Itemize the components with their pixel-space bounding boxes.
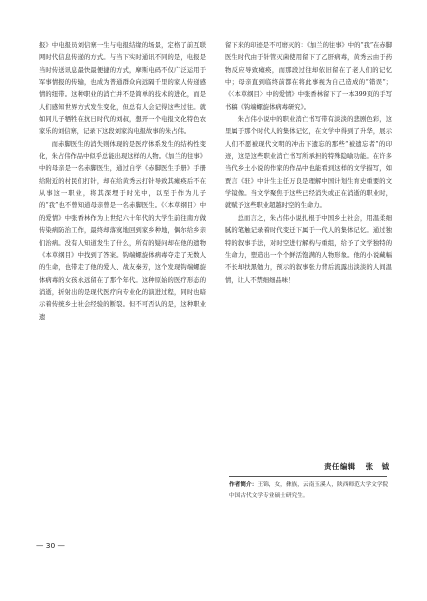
body-paragraph: 报》中电报员刘信寨一生与电报结缘的场景，定格了前互联网时代信息传递的方式。与当下实时通讯不同的是，电报是当时传送讯息最快最便捷的方式，摩斯电码不仅广泛运用于军事情报的传输，也成为普通群众向远隔千里的家人传递感情的纽带。这种职业的消亡并不是简单的技术的进化，而是人们感知世界方式发生变化，但总有人会记得这些过往。就如同儿子牺牲在抗日时代的刘叔，想开一个电报文化特色农家乐的刘信寨，记录下这段刘家沟电报故事的朱占伟。 [39,42,206,136]
responsible-editor [225,461,392,472]
editor-name: 张 钺 [365,462,392,471]
author-note-divider [229,476,387,477]
body-paragraph: 而赤脚医生的消失则体现的是医疗体系发生的结构性变化，朱占伟作品中似乎总能出现这样的人物。《加兰的往事》中的母亲是一名赤脚医生，通过自学《赤脚医生手册》手册给附近的村民们打针，却在给黄秀云打针导致其瘫痪后不在从事这一职业，将其深埋于时光中，以至于作为儿子的“我”也不曾知道母亲曾是一名赤脚医生。《〈本草纲目〉中的爱情》中张香林作为上世纪六十年代的大学生前往南方做传染病防治工作，最终却落寞地回到家乡种地，偶尔给乡亲们治病。没有人知道发生了什么，所有的疑问却在他的遗物《本草纲目》中找到了答案。钩端螺旋体病毒夺走了无数人的生命，也带走了他的爱人、战友秦芳，这个发现钩端螺旋体病毒的女孩永远留在了那个年代。这种原始的医疗形态的消逝，折射出的是现代医疗向专业化的演进过程，同时也暗示着传统乡土社会经验的断裂。但不可否认的是，这种职业遗 [39,140,206,321]
body-paragraph: 留下来的印迹是不可磨灭的：《加兰的往事》中的“我”在赤脚医生时代由于针管灭菌使用留下了乙肝病毒，黄秀云由于药物反应导致瘫痪，而那段过往却依旧留在了老人们的记忆中；母亲直到临终前都在将此事视为自己造成的“错误”；《〈本草纲目〉中的爱情》中张香林留下了一本399页的手写书稿《钩端螺旋体病毒研究》。 [225,42,393,111]
author-note-label: 作者简介： [229,482,258,488]
author-note-text: 王锦，女，彝族，云南玉溪人，陕西师范大学文学院中国古代文学专业硕士研究生。 [229,482,389,499]
body-paragraph: 朱占伟小说中的职业消亡书写带有淡淡的悲剧色彩，这里属于那个时代人的集体记忆，在文学中得到了升华，展示人们不愿被现代文明的冲击下遗忘的那些“被遗忘者”的印迹，这是这些职业消亡书写所承担的特殊隐喻功能。在许多当代乡土小说的作家的作品中也能看到这样的文学描写，如贾言《驻》中计生主任万良是理解中国计划生育史重要的文学镜像。当文学聚焦于这些已经消失或正在消逝的职业时，就赋予这些职业超越时空的生命力。 [225,116,392,210]
page-number: — 30 — [36,541,65,550]
article-column-left [39,40,206,324]
body-paragraph: 总而言之，朱占伟小说扎根于中国乡土社会，用温柔细腻的笔触记录着时代变迁下属于一代人的集体记忆。通过独特的叙事手法，对时空进行解构与重组，给予了文学独特的生命力，塑造出一个个鲜活饱满的人物形象。他的小说藏幅不长却扶黑勉力，预示的叙事张力背后流露出淡淡的人间温情，让人不禁细细品味！ [225,214,392,284]
author-note [229,480,389,502]
article-column-right [225,40,392,287]
editor-label: 责任编辑 [324,462,356,471]
